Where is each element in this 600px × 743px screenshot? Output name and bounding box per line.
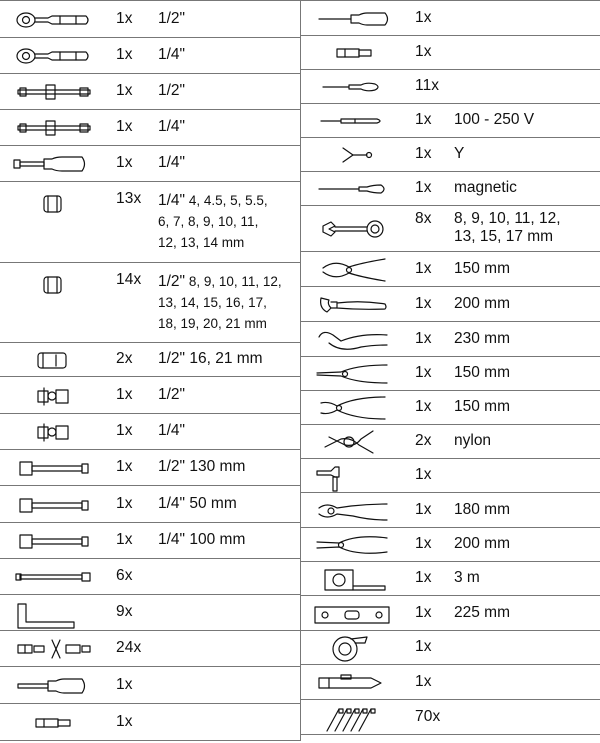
item-drive-size: 1/2": [158, 458, 186, 475]
right-item-row: [301, 357, 600, 391]
item-spec: [158, 154, 185, 172]
item-quantity: 1x: [116, 422, 133, 439]
item-spec: 8, 9, 10, 11, 12, 13, 15, 17 mm: [454, 210, 561, 245]
universal-joint-icon: [0, 379, 104, 413]
item-drive-size: 1/4": [158, 46, 186, 63]
item-spec: 200 mm: [454, 295, 510, 312]
spirit-level-icon: [301, 597, 405, 631]
hammer-icon: [301, 459, 405, 493]
item-quantity: 1x: [415, 9, 432, 26]
right-item-row: [301, 36, 600, 70]
item-quantity: 6x: [116, 567, 133, 584]
item-quantity: 1x: [116, 676, 133, 693]
right-item-row: [301, 700, 600, 735]
ratchet-icon: [0, 39, 104, 73]
item-spec: [158, 495, 237, 513]
y-wrench-icon: [301, 138, 405, 172]
right-item-row: [301, 1, 600, 36]
item-drive-size: 1/4": [158, 118, 186, 135]
item-quantity: 1x: [116, 458, 133, 475]
left-item-row: [0, 377, 300, 414]
item-quantity: 70x: [415, 708, 441, 725]
item-quantity: 1x: [116, 46, 133, 63]
item-quantity: 1x: [415, 145, 432, 162]
bit-holder-shaft-icon: [0, 560, 104, 594]
ratchet-icon: [0, 3, 104, 37]
combination-wrench-icon: [301, 212, 405, 246]
item-quantity: 1x: [415, 43, 432, 60]
right-column: [301, 0, 600, 735]
item-quantity: 1x: [415, 111, 432, 128]
item-spec: 230 mm: [454, 330, 510, 347]
right-item-row: [301, 425, 600, 459]
item-spec: [158, 82, 185, 100]
left-item-row: [0, 1, 300, 38]
screwdriver-icon: [301, 2, 405, 36]
item-spec: 150 mm: [454, 260, 510, 277]
item-spec: [158, 422, 185, 440]
hex-key-icon: [0, 596, 104, 630]
spring-clamp-icon: [301, 425, 405, 459]
item-spec: 150 mm: [454, 364, 510, 381]
item-drive-size: 1/2": [158, 82, 186, 99]
combination-pliers-icon: [301, 253, 405, 287]
item-quantity: 1x: [415, 604, 432, 621]
item-quantity: 9x: [116, 603, 133, 620]
item-spec: [158, 350, 263, 368]
item-quantity: 1x: [415, 673, 432, 690]
right-item-row: [301, 206, 600, 252]
item-quantity: 1x: [415, 569, 432, 586]
item-detail: 16, 21 mm: [185, 350, 263, 367]
item-detail: 50 mm: [185, 495, 237, 512]
item-spec: Y: [454, 145, 465, 162]
item-spec: [158, 190, 268, 253]
left-item-row: [0, 595, 300, 631]
right-item-row: [301, 104, 600, 138]
left-item-row: [0, 559, 300, 595]
item-spec: 225 mm: [454, 604, 510, 621]
item-quantity: 1x: [116, 118, 133, 135]
extension-bar-icon: [0, 488, 104, 522]
item-spec: [158, 271, 282, 334]
item-spec: 100 - 250 V: [454, 111, 535, 128]
item-quantity: 1x: [415, 330, 432, 347]
left-item-row: [0, 450, 300, 486]
t-bar-handle-icon: [0, 75, 104, 109]
right-item-row: [301, 70, 600, 104]
item-drive-size: 1/4": [158, 192, 186, 209]
item-spec: nylon: [454, 432, 492, 449]
left-item-row: [0, 343, 300, 377]
wire-stripper-icon: [301, 528, 405, 562]
left-item-row: [0, 74, 300, 110]
item-drive-size: 1/4": [158, 495, 186, 512]
item-quantity: 1x: [415, 638, 432, 655]
item-spec: [158, 118, 185, 136]
item-quantity: 1x: [415, 260, 432, 277]
right-item-row: [301, 172, 600, 206]
item-spec: 3 m: [454, 569, 480, 586]
right-item-row: [301, 459, 600, 493]
long-nose-pliers-icon: [301, 357, 405, 391]
bit-adapter-icon: [301, 36, 405, 70]
screwdriver-bits-icon: [0, 632, 104, 666]
item-spec: [158, 386, 185, 404]
item-quantity: 1x: [116, 495, 133, 512]
right-item-row: [301, 528, 600, 562]
right-item-row: [301, 596, 600, 631]
item-spec: 180 mm: [454, 501, 510, 518]
extension-bar-icon: [0, 451, 104, 485]
item-detail: 8, 9, 10, 11, 12, 13, 14, 15, 16, 17, 18, 19, 20, 21 mm: [158, 274, 282, 331]
right-item-row: [301, 391, 600, 425]
left-item-row: [0, 182, 300, 263]
item-quantity: 1x: [415, 398, 432, 415]
item-spec: [158, 458, 245, 476]
voltage-tester-icon: [301, 104, 405, 138]
item-quantity: 1x: [116, 10, 133, 27]
left-item-row: [0, 38, 300, 74]
left-item-row: [0, 110, 300, 146]
item-quantity: 1x: [415, 535, 432, 552]
diagonal-cutter-icon: [301, 391, 405, 425]
right-item-row: [301, 665, 600, 700]
item-quantity: 1x: [415, 364, 432, 381]
item-quantity: 1x: [415, 466, 432, 483]
item-drive-size: 1/4": [158, 422, 186, 439]
item-drive-size: 1/2": [158, 10, 186, 27]
left-item-row: [0, 414, 300, 450]
item-detail: 130 mm: [185, 458, 246, 475]
left-item-row: [0, 631, 300, 667]
magnetic-pickup-icon: [301, 172, 405, 206]
tape-measure-icon: [301, 562, 405, 596]
utility-knife-icon: [301, 666, 405, 700]
item-drive-size: 1/2": [158, 350, 186, 367]
item-quantity: 2x: [415, 432, 432, 449]
left-item-row: [0, 263, 300, 343]
right-item-row: [301, 287, 600, 322]
right-item-row: [301, 322, 600, 357]
item-drive-size: 1/2": [158, 273, 186, 290]
item-quantity: 1x: [415, 179, 432, 196]
right-item-row: [301, 138, 600, 172]
deep-socket-icon: [0, 343, 104, 377]
item-spec: 150 mm: [454, 398, 510, 415]
water-pump-pliers-icon: [301, 323, 405, 357]
item-drive-size: 1/4": [158, 154, 186, 171]
left-item-row: [0, 704, 300, 741]
item-quantity: 13x: [116, 190, 142, 207]
precision-screwdriver-icon: [301, 70, 405, 104]
socket-icon: [0, 186, 104, 220]
spinner-handle-icon: [0, 147, 104, 181]
left-item-row: [0, 486, 300, 523]
adjustable-wrench-icon: [301, 288, 405, 322]
extension-bar-icon: [0, 524, 104, 558]
item-quantity: 1x: [116, 82, 133, 99]
left-item-row: [0, 667, 300, 704]
item-spec: magnetic: [454, 179, 517, 196]
right-item-row: [301, 631, 600, 665]
item-quantity: 14x: [116, 271, 142, 288]
item-spec: [158, 10, 185, 28]
item-drive-size: 1/4": [158, 531, 186, 548]
item-spec: 200 mm: [454, 535, 510, 552]
item-drive-size: 1/2": [158, 386, 186, 403]
right-item-row: [301, 252, 600, 287]
t-bar-handle-icon: [0, 111, 104, 145]
cable-ties-icon: [301, 701, 405, 735]
item-quantity: 1x: [415, 295, 432, 312]
item-quantity: 11x: [415, 77, 440, 94]
item-quantity: 1x: [116, 713, 133, 730]
insulating-tape-icon: [301, 631, 405, 665]
item-quantity: 1x: [116, 154, 133, 171]
item-quantity: 1x: [116, 386, 133, 403]
item-quantity: 2x: [116, 350, 133, 367]
bit-adapter-icon: [0, 706, 104, 740]
item-detail: 4, 4.5, 5, 5.5, 6, 7, 8, 9, 10, 11, 12, 13, 14 mm: [158, 193, 268, 250]
universal-joint-icon: [0, 415, 104, 449]
right-item-row: [301, 562, 600, 596]
left-item-row: [0, 146, 300, 182]
item-quantity: 24x: [116, 639, 142, 656]
bit-driver-handle-icon: [0, 669, 104, 703]
item-detail: 100 mm: [185, 531, 246, 548]
locking-pliers-icon: [301, 494, 405, 528]
left-item-row: [0, 523, 300, 559]
item-quantity: 1x: [116, 531, 133, 548]
item-quantity: 1x: [415, 501, 432, 518]
item-spec: [158, 46, 185, 64]
right-item-row: [301, 493, 600, 528]
item-quantity: 8x: [415, 210, 432, 227]
item-spec: [158, 531, 245, 549]
socket-icon: [0, 267, 104, 301]
